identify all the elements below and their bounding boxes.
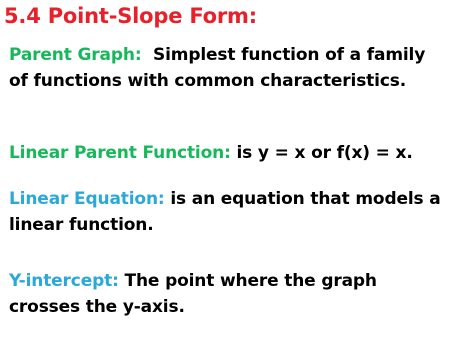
definition-text-linear-parent-function: is y = x or f(x) = x.: [230, 143, 413, 163]
definition-text-linear-equation: is an equation that models a linear function.: [9, 189, 447, 235]
term-linear-equation: Linear Equation:: [9, 189, 165, 209]
definition-parent-graph: [9, 42, 447, 94]
page-title: 5.4 Point-Slope Form:: [4, 4, 257, 28]
definition-text-parent-graph: Simplest function of a family of functions with common characteristics.: [9, 45, 431, 91]
term-parent-graph: Parent Graph:: [9, 45, 142, 65]
definition-linear-parent-function: [9, 140, 449, 166]
term-linear-parent-function: Linear Parent Function:: [9, 143, 231, 163]
definition-y-intercept: [9, 268, 447, 320]
definition-linear-equation: [9, 186, 447, 238]
term-y-intercept: Y-intercept:: [9, 271, 119, 291]
definition-text-y-intercept: The point where the graph crosses the y-axis.: [9, 271, 383, 317]
